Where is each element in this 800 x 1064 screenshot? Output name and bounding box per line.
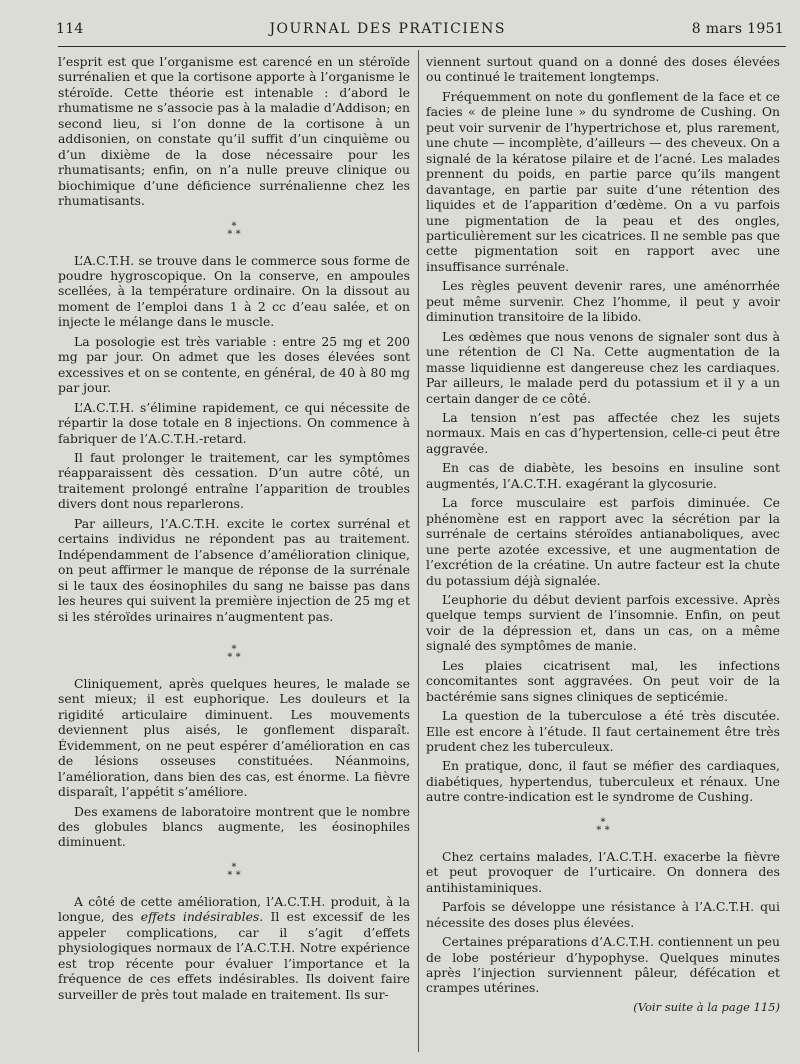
paragraph: Les plaies cicatrisent mal, les infections concomitantes sont aggravées. On peut voir de la bactérémie sans signes cliniques de septicémie. <box>426 657 780 704</box>
column-divider <box>418 50 419 1052</box>
paragraph: Les règles peuvent devenir rares, une aménorrhée peut même survenir. Chez l’homme, il peut y avoir diminution transitoire de la libido. <box>426 278 780 325</box>
left-column <box>58 54 410 1006</box>
paragraph: Des examens de laboratoire montrent que le nombre des globules blancs augmente, les éosinophiles diminuent. <box>58 803 410 850</box>
paragraph: Chez certains malades, l’A.C.T.H. exacerbe la fièvre et peut provoquer de l’urticaire. On donnera des antihistaminiques. <box>426 848 780 895</box>
paragraph: La posologie est très variable : entre 25 mg et 200 mg par jour. On admet que les doses élevées sont excessives et on se contente, en général, de 40 à 80 mg par jour. <box>58 333 410 396</box>
paragraph: l’esprit est que l’organisme est carencé en un stéroïde surrénalien et que la cortisone apporte à l’organisme le stéroïde. Cette théorie est intenable : d’abord le rhumatisme ne s’associe pas à la maladie d’Addison; en second lieu, si l’on donne de la cortisone à un addisonien, on constate qu’il suffit d’un cinquième ou d’un dixième de la dose nécessaire pour les rhumatisants; enfin, on n’a nulle preuve clinique ou biochimique d’une déficience surrénalienne chez les rhumatisants. <box>58 54 410 209</box>
paragraph: Parfois se développe une résistance à l’A.C.T.H. qui nécessite des doses plus élevées. <box>426 899 780 930</box>
emphasis: effets indésirables. <box>140 909 264 925</box>
page-number: 114 <box>56 21 84 37</box>
paragraph: En pratique, donc, il faut se méfier des cardiaques, diabétiques, hypertendus, tuberculeux et rénaux. Une autre contre-indication est le syndrome de Cushing. <box>426 758 780 805</box>
page-header <box>56 14 784 44</box>
paragraph: La question de la tuberculose a été très discutée. Elle est encore à l’étude. Il faut certainement être très prudent chez les tuberculeux. <box>426 708 780 755</box>
header-rule <box>58 46 786 47</box>
paragraph: Il faut prolonger le traitement, car les symptômes réapparaissent dès cessation. D’un autre côté, un traitement prolongé entraîne l’apparition de troubles divers dont nous reparlerons. <box>58 449 410 512</box>
journal-title: JOURNAL DES PRATICIENS <box>269 21 506 37</box>
paragraph: La tension n’est pas affectée chez les sujets normaux. Mais en cas d’hypertension, celle-ci peut être aggravée. <box>426 409 780 456</box>
paragraph: Les œdèmes que nous venons de signaler sont dus à une rétention de Cl Na. Cette augmentation de la masse liquidienne est dangereuse chez les cardiaques. Par ailleurs, le malade perd du potassium et il y a un certain danger de ce côté. <box>426 328 780 406</box>
paragraph: Fréquemment on note du gonflement de la face et ce facies « de pleine lune » du syndrome de Cushing. On peut voir survenir de l’hypertrichose et, plus rarement, une chute — incomplète, d’ailleurs — des cheveux. On a signalé de la kératose pilaire et de l’acné. Les malades prennent du poids, en partie parce qu’ils mangent davantage, en partie par suite d’une rétention des liquides et de l’apparition d’œdème. On a vu parfois une pigmentation de la peau et des ongles, particulièrement sur les cicatrices. Il ne semble pas que cette pigmentation soit en rapport avec une insuffisance surrénale. <box>426 88 780 274</box>
right-column <box>426 54 780 1015</box>
paragraph: La force musculaire est parfois diminuée. Ce phénomène est en rapport avec la sécrétion par la surrénale de certains stéroïdes antianaboliques, avec une perte azotée excessive, et une augmentation de l’excrétion de la créatine. Un autre facteur est la chute du potassium déjà signalée. <box>426 495 780 588</box>
paragraph: Par ailleurs, l’A.C.T.H. excite le cortex surrénal et certains individus ne répondent pas au traitement. Indépendamment de l’absence d’amélioration clinique, on peut affirmer le manque de réponse de la surrénale si le taux des éosinophiles du sang ne baisse pas dans les heures qui suivent la première injection de 25 mg et si les stéroïdes urinaires n’augmentent pas. <box>58 515 410 624</box>
issue-date: 8 mars 1951 <box>691 21 784 37</box>
paragraph: En cas de diabète, les besoins en insuline sont augmentés, l’A.C.T.H. exagérant la glycosurie. <box>426 460 780 491</box>
paragraph: L’euphorie du début devient parfois excessive. Après quelque temps survient de l’insomnie. Enfin, on peut voir de la dépression et, dans un cas, on a même signalé des symptômes de manie. <box>426 591 780 654</box>
section-separator: * * * <box>596 816 610 836</box>
paragraph: viennent surtout quand on a donné des doses élevées ou continué le traitement longtemps. <box>426 54 780 85</box>
paragraph: Cliniquement, après quelques heures, le malade se sent mieux; il est euphorique. Les douleurs et la rigidité articulaire diminuent. Les mouvements deviennent plus aisés, le gonflement disparaît. Évidemment, on ne peut espérer d’amélioration en cas de lésions osseuses constituées. Néanmoins, l’amélioration, dans bien des cas, est énorme. La fièvre disparaît, l’appétit s’améliore. <box>58 675 410 800</box>
section-separator: * * * <box>227 220 241 240</box>
paragraph: Certaines préparations d’A.C.T.H. contiennent un peu de lobe postérieur d’hypophyse. Quelques minutes après l’injection surviennent pâleur, défécation et crampes utérines. <box>426 934 780 996</box>
paragraph: L’A.C.T.H. se trouve dans le commerce sous forme de poudre hygroscopique. On la conserve, en ampoules scellées, à la température ordinaire. On la dissout au moment de l’emploi dans 1 à 2 cc d’eau salée, et on injecte le mélange dans le muscle. <box>58 252 410 330</box>
section-separator: * * * <box>227 643 241 663</box>
paragraph: A côté de cette amélioration, l’A.C.T.H. produit, à la longue, des effets indésirables. Il est excessif de les appeler complications, car il s’agit d’effets physiologiques normaux de l’A.C.T.H. Notre expérience est trop récente pour évaluer l’importance et la fréquence de ces effets indésirables. Ils doivent faire surveiller de près tout malade en traitement. Ils sur- <box>58 893 410 1002</box>
section-separator: * * * <box>227 861 241 881</box>
continued-note: (Voir suite à la page 115) <box>633 999 780 1014</box>
paragraph: L’A.C.T.H. s’élimine rapidement, ce qui nécessite de répartir la dose totale en 8 injections. On commence à fabriquer de l’A.C.T.H.-retard. <box>58 399 410 446</box>
